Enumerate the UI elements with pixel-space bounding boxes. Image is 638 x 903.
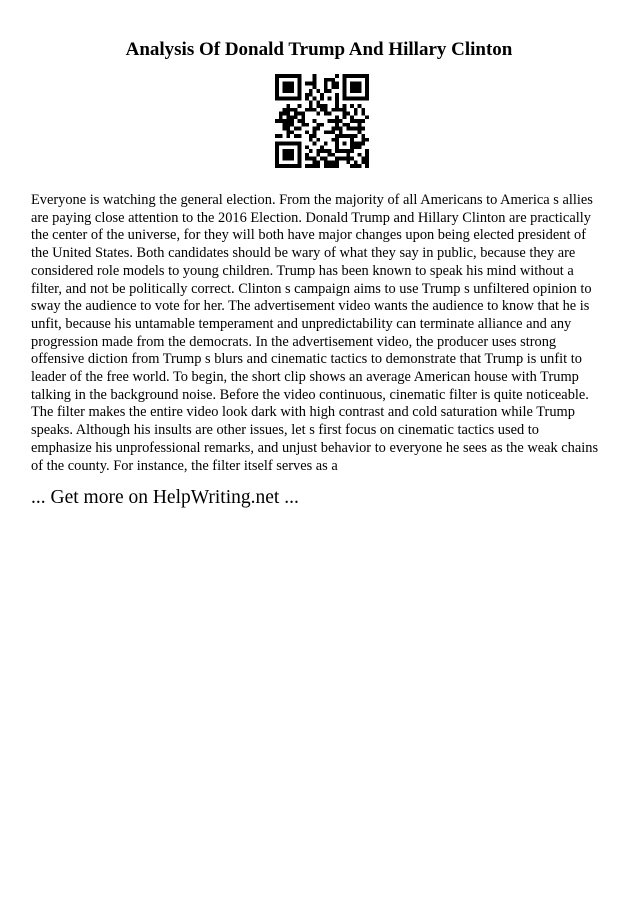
get-more-link[interactable]: ... Get more on HelpWriting.net ...: [31, 487, 299, 508]
body-line: considered role models to young children. Trump has been known to speak his mind without a: [31, 262, 574, 279]
body-line: unfit, because his untamable temperament and unpredictability can terminate alliance and any: [31, 315, 572, 332]
body-line: Everyone is watching the general election. From the majority of all Americans to America s allies: [31, 192, 593, 208]
body-line: of the county. For instance, the filter itself serves as a: [31, 457, 338, 474]
body-line: filter, and not be politically correct. Clinton s campaign aims to use Trump s unfiltered opinion to: [31, 280, 592, 297]
body-line: leader of the free world. To begin, the short clip shows an average American house with Trump: [31, 369, 579, 386]
document-title: Analysis Of Donald Trump And Hillary Clinton: [125, 39, 513, 60]
body-line: are paying close attention to the 2016 Election. Donald Trump and Hillary Clinton are practically: [31, 209, 591, 226]
body-line: emphasize his unprofessional remarks, and unjust behavior to everyone he sees as the weak chains: [31, 439, 599, 456]
body-line: offensive diction from Trump s blurs and cinematic tactics to demonstrate that Trump is unfit to: [31, 351, 582, 368]
body-line: the United States. Both candidates should be wary of what they say in public, because they are: [31, 245, 576, 262]
body-line: the center of the universe, for they will both have major changes upon being elected president of: [31, 227, 587, 244]
body-line: The filter makes the entire video look dark with high contrast and cold saturation while Trump: [31, 404, 575, 421]
body-line: speaks. Although his insults are other issues, let s first focus on cinematic tactics used to: [31, 422, 539, 439]
body-paragraph: [31, 192, 605, 475]
qr-code-icon: [275, 74, 369, 168]
body-line: sway the audience to vote for her. The advertisement video wants the audience to know that he is: [31, 298, 590, 315]
body-line: progression made from the democrats. In the advertisement video, the producer uses strong: [31, 333, 557, 350]
body-line: talking in the background noise. Before the video continuous, cinematic filter is quite noticeable.: [31, 386, 589, 403]
